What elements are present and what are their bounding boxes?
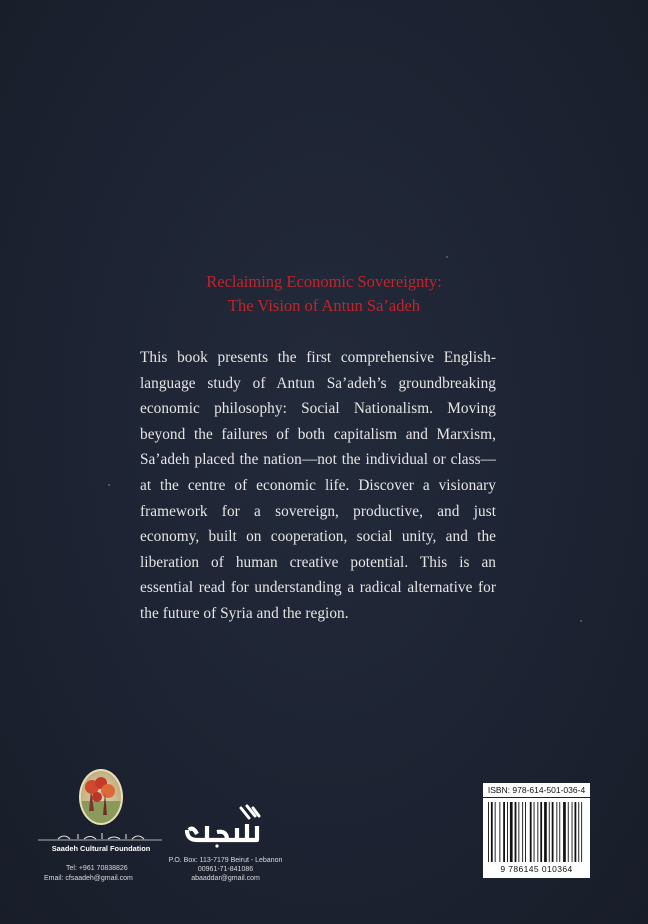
foundation-contact xyxy=(44,864,164,884)
book-description: This book presents the first comprehensive English-language study of Antun Sa’adeh’s groundbreaking economic philosophy: Social Nationalism. Moving beyond the failures of both capitalism and Marxism, Sa’adeh placed the nation—not the individual or class—at the centre of economic life. Discover a visionary framework for a sovereign, productive, and just economy, built on cooperation, social unity, and the liberation of human creative potential. This is an essential read for understanding a radical alternative for the future of Syria and the region. xyxy=(140,349,496,622)
barcode xyxy=(483,798,590,878)
barcode-bar xyxy=(510,802,513,862)
speck xyxy=(580,620,582,622)
barcode-bar xyxy=(522,802,523,862)
foundation-email: Email: cfsaadeh@gmail.com xyxy=(44,875,133,882)
speck xyxy=(446,256,448,258)
foundation-tel: Tel: +961 70838826 xyxy=(66,865,128,872)
barcode-bar xyxy=(518,802,519,862)
book-title xyxy=(0,270,648,318)
barcode-bar xyxy=(552,802,554,862)
barcode-bar xyxy=(575,802,577,862)
barcode-bar xyxy=(563,802,566,862)
barcode-bar xyxy=(499,802,500,862)
barcode-bar xyxy=(507,802,508,862)
barcode-bar xyxy=(578,802,579,862)
barcode-bar xyxy=(559,802,560,862)
barcode-digits: 9 786145 010364 xyxy=(500,864,573,874)
publisher-email: abaaddar@gmail.com xyxy=(191,875,260,882)
publisher-phone: 00961-71-841086 xyxy=(197,866,254,873)
publisher-logo-icon xyxy=(183,804,265,848)
barcode-bar xyxy=(503,802,505,862)
title-line-2: The Vision of Antun Sa’adeh xyxy=(227,296,421,315)
barcode-bar xyxy=(581,802,582,862)
barcode-bar xyxy=(491,802,493,862)
barcode-bar xyxy=(572,802,573,862)
foundation-name: Saadeh Cultural Foundation xyxy=(51,844,151,853)
barcode-bar xyxy=(515,802,517,862)
isbn-label: ISBN: 978-614-501-036-4 xyxy=(483,783,590,797)
barcode-bar xyxy=(540,802,542,862)
barcode-bar xyxy=(534,802,535,862)
foundation-arabic-wordmark xyxy=(38,832,162,842)
barcode-bar xyxy=(525,802,526,862)
title-line-1: Reclaiming Economic Sovereignty: xyxy=(206,272,442,291)
foundation-logo-icon xyxy=(79,769,123,825)
barcode-bar xyxy=(549,802,550,862)
speck xyxy=(108,484,110,486)
barcode-bar xyxy=(537,802,538,862)
barcode-bar xyxy=(556,802,557,862)
barcode-bar xyxy=(488,802,489,862)
barcode-bar xyxy=(544,802,547,862)
publisher-contact xyxy=(168,856,283,883)
publisher-address: P.O. Box: 113-7179 Beirut - Lebanon xyxy=(168,857,283,864)
barcode-bar xyxy=(568,802,569,862)
barcode-bar xyxy=(530,802,532,862)
barcode-bars xyxy=(483,798,590,866)
barcode-bar xyxy=(495,802,496,862)
